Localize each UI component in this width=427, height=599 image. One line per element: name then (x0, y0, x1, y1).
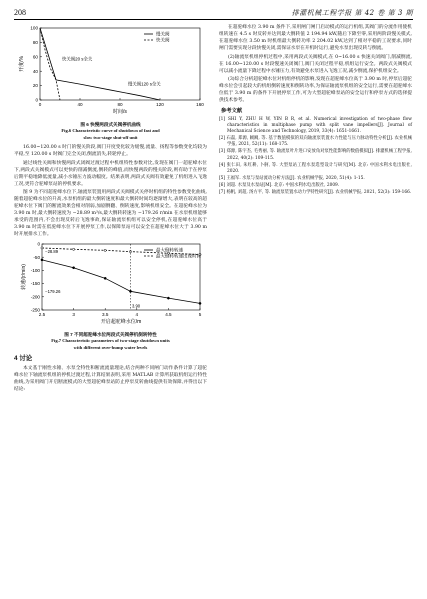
page-header (14, 6, 413, 20)
references-list (219, 117, 412, 196)
right-paragraph-2: (2)轴流泵机组停机过程中,采用两段式关阀模式,在 0~16.00 s 快速关闭阀门,削减倒流,在 16.00~120.00 s 时段慢速关闭阀门,阀门关闭过程平稳,机组运行安全。两段式关阀模式可以减小流量下降过程中水锤压力,有效避免水泵进入飞逸工况,减少倒流,保护机组安全。 (219, 54, 412, 74)
left-paragraph-2: 通过线性关阀和快慢两段式闭阀过渡过程中机组特性参数对比,发现在阀门一超驼峰水位下,两段式关阀模式可以更快的削减倒流,倒转的峰值,而快慢两段的慢关阶段,则有助于在停泵后期平稳地降低流量,减小水锤压力波动幅度。结果表明,两段式关阀有效避免了机组进入飞逸工况,更符合驼峰泵站的停机要求。 (14, 160, 207, 187)
x-tick-label: 120 (156, 102, 164, 107)
data-point (73, 248, 75, 250)
data-point (73, 266, 75, 268)
figure-6 (14, 24, 207, 141)
x-tick-label: 160 (196, 102, 204, 107)
y-tick-label: -200 (30, 294, 40, 300)
reference-item: [4] 张仁田, 朱红耕, 卜舸, 等. 大型泵站工程水泵选型设计与研究[M]. 北京: 中国水利水电出版社, 2020. (219, 162, 412, 174)
x-axis-label: 开启超驼峰水位/m (100, 318, 142, 325)
figure-6-caption (14, 122, 207, 141)
annotation-slow: 慢关阀120 s全关 (128, 81, 161, 87)
right-paragraph-1: 在超驼峰水位 3.90 m 条件下,采用闸门闸门启动模式的运行机组,其阀门的分流作用使机组转速在 4.5 s 时反转并达到最大倒转值 2 194.94 kW,随后下降至零,采用两阶段慢关模式,在超驼峰水位 3.50 m 时机组最大倒转功率 2 204.02 kW,达到了相对平稳的工况要求,同时闸门需要实现分段快慢关闭,需保证水泵在开机时运行,避免水泵出现反转与倒流。 (219, 25, 412, 51)
data-point (104, 277, 106, 279)
reference-item: [2] 石磊, 郑源, 阚阚, 等. 基于数值模拟的双向轴流泵装置水力性能与压力脉动特性分析[J]. 农业机械学报, 2021, 52(11): 168-175. (219, 136, 412, 148)
figure-7-caption (14, 332, 207, 351)
series-line-1 (42, 260, 200, 304)
y-tick-label: 100 (30, 25, 38, 31)
annotation-fast: 快关阀20 s全关 (62, 56, 93, 62)
reference-item: [3] 郑源, 陈宇杰, 毛秀丽, 等. 轴流泵叶片进口安放角对泵性能影响的数值模拟[J]. 排灌机械工程学报, 2022, 40(2): 109-115. (219, 149, 412, 161)
y-tick-label: 20 (32, 83, 38, 89)
legend-label: 快关阀 (156, 37, 170, 43)
data-point (199, 302, 201, 304)
section-4-heading: 4 讨论 (14, 354, 33, 362)
references-heading: 参考文献 (221, 108, 243, 114)
data-point (41, 258, 43, 260)
figure-7-caption-cn: 图 7 不同超驼峰水位两段式关阀停机倒转特性 (64, 331, 157, 337)
page-number: 208 (14, 8, 26, 17)
figure-6-caption-en-2: slow two-stage shut-off unit (83, 134, 138, 140)
x-axis-label: 时间/s (113, 109, 127, 115)
x-tick-label: 4.5 (165, 311, 172, 317)
right-column (219, 24, 412, 197)
annotation-value-1: −28.89 (45, 248, 59, 254)
left-column (14, 24, 207, 394)
y-tick-label: -150 (30, 280, 40, 286)
annotation-value-2: −179.26 (45, 288, 61, 294)
y-tick-label: -50 (33, 254, 40, 260)
x-tick-label: 3.5 (102, 311, 109, 317)
figure-7-caption-en-2: with different over-hump water levels (73, 344, 148, 350)
figure-6-caption-en-1: Fig.6 Characteristic curve of shutdown of fast and (61, 128, 160, 134)
y-tick-label: -100 (30, 267, 40, 273)
figure-7-chart (14, 240, 207, 328)
annotation-threshold: 3.90 (131, 303, 141, 309)
y-tick-label: 40 (32, 68, 38, 74)
reference-item: [6] 刘超. 水泵及水泵站[M]. 北京: 中国水利水电出版社, 2009. (219, 182, 340, 188)
x-tick-label: 4 (135, 311, 139, 317)
left-paragraph-1: 16.00~120.00 s 时门的慢关阶段,阀门开度变化较为缓慢,流量、扬程等参数变化均较为平稳,至 120.00 s 时阀门完全关闭,倒流消失,转轮停止。 (14, 145, 207, 158)
data-point (104, 249, 106, 251)
y-axis-label: 转速/(r/min) (21, 263, 27, 290)
x-tick-label: 5 (198, 311, 202, 317)
plot-frame (40, 28, 200, 100)
left-paragraph-3: 图 9 为不同超驼峰水位下,轴流泵装置用两段式关阀模式关停时机组的特性参数变化曲线,随着超驼峰水位的升高,水泵机组的最大倒转速度和最大倒转时间均逐渐增大,表明在较高的超驼峰水位下阀门的断流效果会相对削弱,加剧倒翻、倒转速度,影响机组安全。在超驼峰水位为 3.90 m 时,最大倒转速度为 −28.89 m³/s,最大倒转转速为 −179.26 r/min 在水泵机组能够承受的范围内,不会出现反转后飞逸事故,保证轴流泵机组可以安全停机,在超驼峰水位高于 3.90 m 时需在低驼峰水位下开展停泵工作,以保障泵站可以安全在超驼峰水位大于 3.90 m 时开展排水工作。 (14, 190, 207, 238)
right-paragraph-3: (3)综合分析超驼峰水位对机组停机的影响,发现在超驼峰水位高于 3.90 m 时,停泵后超驼峰水位会引起较大的机组倒转速度和倒转功率,为保证轴流泵机组的安全运行,需要在超驼峰水位低于 3.90 m 的条件下开展停泵工作,可为大型超驼峰泵站的安全运行和停泵方式的选择提供技术参考。 (219, 77, 412, 103)
reference-item: [5] 王福军. 水泵与泵站流动分析方法[J]. 农业机械学报, 2020, 51(4): 1-15. (219, 175, 365, 181)
reference-item: [1] SHI Y, ZHU H W, YIN B R, et al. Numerical investigation of two-phase flow characteristics in multiphase pump with split vane impellers[J]. Journal of Mechanical Science and Technology, 2019, 33(4): 1651-1661. (219, 117, 412, 135)
y-tick-label: 0 (37, 241, 40, 247)
y-tick-label: 80 (32, 40, 38, 45)
legend-label: 最大倒转转速 (156, 247, 183, 253)
y-axis-label: 开度/% (19, 56, 25, 72)
x-tick-label: 80 (117, 102, 123, 107)
y-tick-label: 0 (35, 97, 38, 103)
x-tick-label: 2.5 (38, 311, 46, 317)
running-title: 排灌机械工程学报 第 42 卷 第 3 期 (291, 9, 413, 17)
y-tick-label: -250 (30, 307, 40, 313)
y-tick-label: 60 (32, 54, 38, 60)
x-tick-label: 0 (38, 102, 42, 107)
figure-7 (14, 240, 207, 351)
figure-6-chart (14, 24, 207, 118)
figure-7-caption-en-1: Fig.7 Characteristic parameters of two-stage shutdown units (51, 338, 170, 344)
x-tick-label: 3 (72, 311, 75, 317)
legend-label: 最大倒转转速出现时间 (156, 253, 201, 259)
reference-item: [7] 杨帆, 刘超, 汤方平, 等. 轴流泵装置水动力学特性研究[J]. 农业机械学报, 2021, 52(3): 159-166. (219, 190, 412, 196)
data-point (167, 297, 169, 299)
legend-label: 慢关阀 (156, 31, 170, 37)
figure-6-caption-cn: 图 6 快慢两段式关阀停机曲线 (80, 122, 141, 127)
data-point (41, 247, 43, 249)
x-tick-label: 40 (77, 102, 83, 107)
section-4-paragraph: 本文基于刚性水锤、水泵全特性和断流流量理论,结合两种不同闸门动作条件计算了超驼峰水位下轴流泵机组的停机过渡过程,计算结果表明,采用 MATLAB 计算所获取机组运行特性曲线,为采用阀门开启断流模式的大型超驼峰泵站防止停泵反转曲线提供有效保障,并得出以下结论: (14, 365, 207, 392)
